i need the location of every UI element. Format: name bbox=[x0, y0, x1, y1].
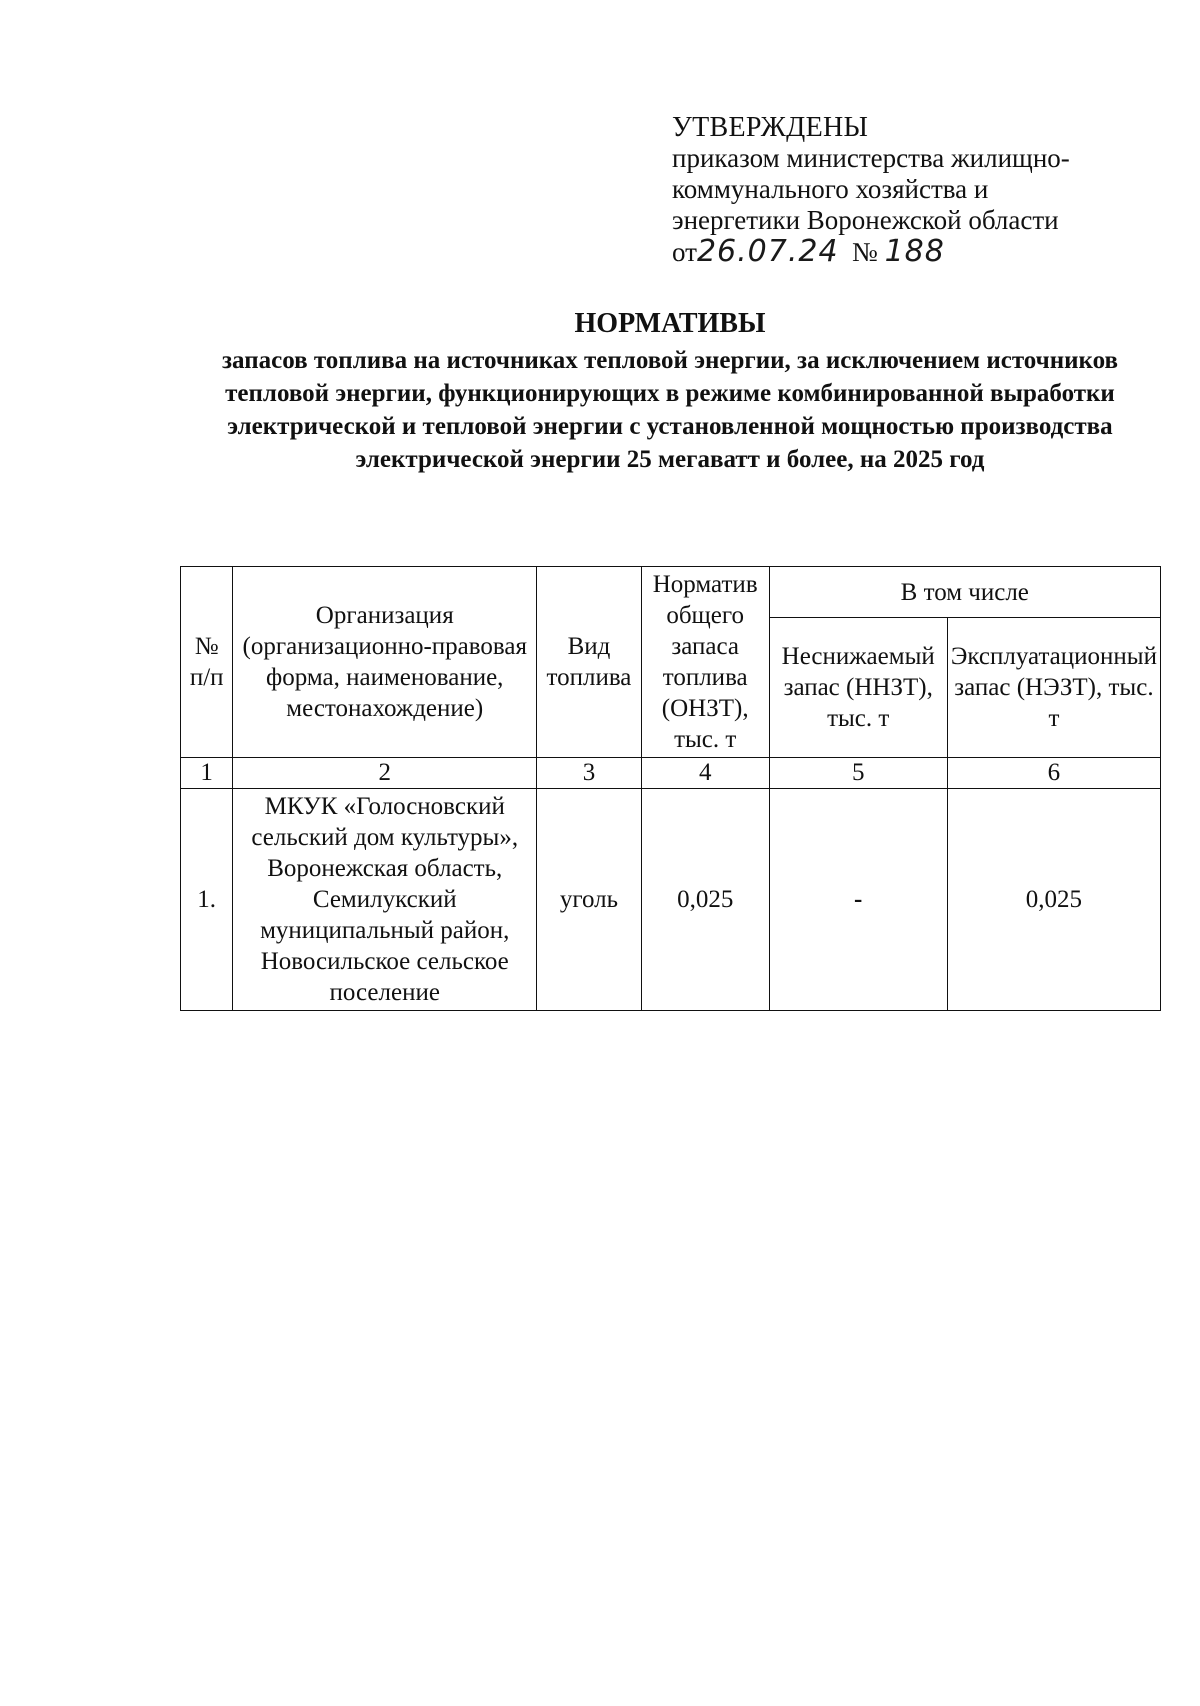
cell-organization: МКУК «Голосновский сельский дом культуры», Воронежская область, Семилукский муниципальный район, Новосильское сельское поселение bbox=[233, 789, 537, 1011]
cell-num: 1. bbox=[181, 789, 233, 1011]
header-fuel-type: Вид топлива bbox=[537, 567, 642, 758]
date-prefix: от bbox=[672, 237, 697, 267]
column-number: 4 bbox=[641, 758, 769, 789]
number-prefix: № bbox=[852, 237, 878, 267]
document-title: НОРМАТИВЫ bbox=[574, 308, 766, 339]
cell-nnzt: - bbox=[769, 789, 947, 1011]
column-number: 6 bbox=[947, 758, 1160, 789]
header-nnzt: Неснижаемый запас (ННЗТ), тыс. т bbox=[769, 618, 947, 758]
header-organization: Организация (организационно-правовая форма, наименование, местонахождение) bbox=[233, 567, 537, 758]
handwritten-date: 26.07.24 bbox=[696, 234, 839, 269]
column-number: 1 bbox=[181, 758, 233, 789]
approval-date-line bbox=[672, 236, 1132, 268]
header-nezt: Эксплуатационный запас (НЭЗТ), тыс. т bbox=[947, 618, 1160, 758]
cell-fuel-type: уголь bbox=[537, 789, 642, 1011]
cell-nezt: 0,025 bbox=[947, 789, 1160, 1011]
approval-line-2: коммунального хозяйства и bbox=[672, 174, 989, 204]
table-row bbox=[181, 789, 1161, 1011]
cell-total-reserve: 0,025 bbox=[641, 789, 769, 1011]
column-number: 3 bbox=[537, 758, 642, 789]
header-including: В том числе bbox=[769, 567, 1160, 618]
header-total-reserve: Норматив общего запаса топлива (ОНЗТ), тыс. т bbox=[641, 567, 769, 758]
column-number: 2 bbox=[233, 758, 537, 789]
approval-line-1: приказом министерства жилищно- bbox=[672, 143, 1070, 173]
document-title-block bbox=[190, 306, 1150, 476]
document-subtitle: запасов топлива на источниках тепловой энергии, за исключением источников тепловой энергии, функционирующих в режиме комбинированной выработки электрической и тепловой энергии с установленной мощностью производства электрической энергии 25 мегаватт и более, на 2025 год bbox=[222, 347, 1118, 473]
approval-block bbox=[672, 112, 1132, 268]
approval-line-3: энергетики Воронежской области bbox=[672, 205, 1059, 235]
table-header-row bbox=[181, 567, 1161, 618]
column-number-row bbox=[181, 758, 1161, 789]
header-num: № п/п bbox=[181, 567, 233, 758]
norms-table bbox=[180, 566, 1161, 1011]
handwritten-number: 188 bbox=[884, 234, 945, 269]
column-number: 5 bbox=[769, 758, 947, 789]
approval-heading: УТВЕРЖДЕНЫ bbox=[672, 112, 869, 143]
